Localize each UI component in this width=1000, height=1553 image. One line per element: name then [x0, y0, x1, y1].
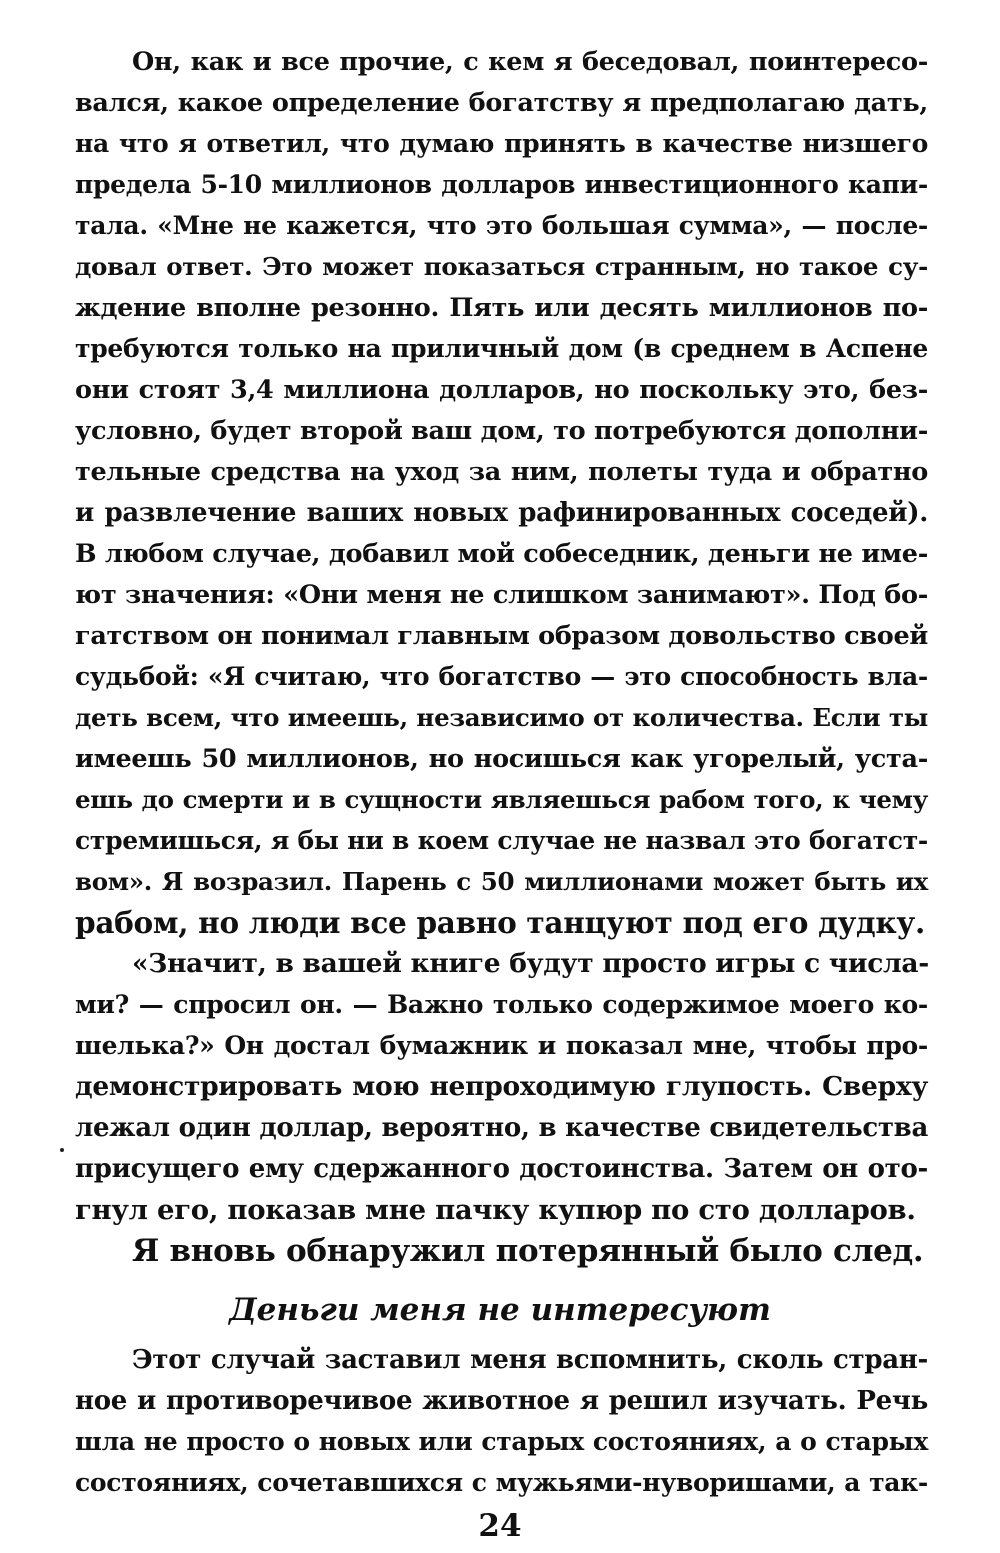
- text-line: тельные средства на уход за ним, полеты туда и обратно: [75, 457, 928, 487]
- text-line: Этот случай заставил меня вспомнить, сколь стран-: [132, 1345, 928, 1375]
- text-line: условно, будет второй ваш дом, то потребуются дополни-: [75, 416, 928, 446]
- text-line: тала. «Мне не кажется, что это большая сумма», — после-: [75, 211, 928, 240]
- text-line: имеешь 50 миллионов, но носишься как угорелый, уста-: [75, 744, 928, 774]
- text-line: вом». Я возразил. Парень с 50 миллионами может быть их: [75, 867, 928, 896]
- text-line: судьбой: «Я считаю, что богатство — это способность вла-: [75, 662, 928, 691]
- text-line: предела 5-10 миллионов долларов инвестиционного капи-: [75, 170, 928, 199]
- text-line: рабом, но люди все равно танцуют под его дудку.: [75, 905, 925, 940]
- text-line: они стоят 3,4 миллиона долларов, но поскольку это, без-: [75, 375, 928, 405]
- text-line: «Значит, в вашей книге будут просто игры с числа-: [132, 948, 930, 979]
- text-line: присущего ему сдержанного достоинства. Затем он ото-: [75, 1154, 928, 1184]
- text-line: деть всем, что имеешь, независимо от количества. Если ты: [75, 703, 928, 732]
- text-line: ют значения: «Они меня не слишком занимают». Под бо-: [75, 580, 928, 610]
- text-line: стремишься, я бы ни в коем случае не назвал это богатст-: [75, 826, 928, 855]
- text-line: шла не просто о новых или старых состояниях, а о старых: [75, 1427, 928, 1456]
- text-line: ешь до смерти и в сущности являешься рабом того, к чему: [75, 785, 928, 814]
- text-line: и развлечение ваших новых рафинированных соседей).: [75, 498, 928, 528]
- text-line: гатством он понимал главным образом довольство своей: [75, 621, 928, 651]
- text-line: ми? — спросил он. — Важно только содержимое моего ко-: [75, 990, 928, 1019]
- text-line: Я вновь обнаружил потерянный было след.: [132, 1233, 924, 1269]
- text-line: ное и противоречивое животное я решил изучать. Речь: [75, 1386, 928, 1416]
- text-line: требуются только на приличный дом (в среднем в Аспене: [75, 334, 928, 363]
- text-line: лежал один доллар, вероятно, в качестве свидетельства: [75, 1113, 928, 1143]
- text-line: гнул его, показав мне пачку купюр по сто долларов.: [75, 1194, 916, 1226]
- text-line: ждение вполне резонно. Пять или десять миллионов по-: [75, 293, 928, 323]
- scan-speck: [60, 1148, 64, 1152]
- text-line: вался, какое определение богатству я предполагаю дать,: [75, 88, 928, 118]
- text-line: шелька?» Он достал бумажник и показал мне, чтобы про-: [75, 1031, 928, 1060]
- text-line: довал ответ. Это может показаться странным, но такое су-: [75, 252, 928, 281]
- text-line: Он, как и все прочие, с кем я беседовал, поинтересо-: [132, 47, 928, 77]
- text-line: на что я ответил, что думаю принять в качестве низшего: [75, 129, 928, 158]
- section-heading: Деньги меня не интересуют: [229, 1292, 771, 1328]
- page-number: 24: [478, 1508, 522, 1544]
- text-line: демонстрировать мою непроходимую глупость. Сверху: [75, 1071, 928, 1102]
- text-line: состояниях, сочетавшихся с мужьями-нуворишами, а так-: [75, 1468, 928, 1497]
- text-line: В любом случае, добавил мой собеседник, деньги не име-: [75, 539, 928, 569]
